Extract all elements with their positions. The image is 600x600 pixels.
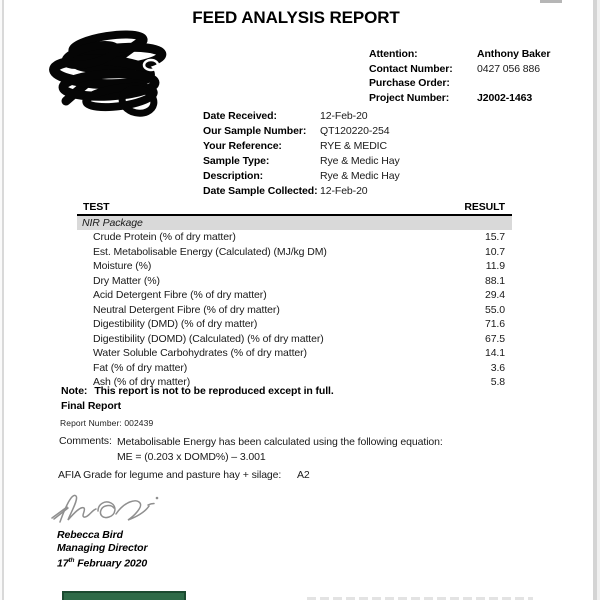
afia-grade-value: A2 bbox=[297, 469, 310, 481]
table-row: Crude Protein (% of dry matter) 15.7 bbox=[93, 231, 505, 243]
sample-type-label: Sample Type: bbox=[203, 155, 270, 167]
project-number-value: J2002-1463 bbox=[477, 92, 533, 105]
attention-label: Attention: bbox=[369, 48, 418, 60]
table-row: Digestibility (DMD) (% of dry matter) 71.6 bbox=[93, 318, 505, 330]
date-received-label: Date Received: bbox=[203, 110, 277, 122]
table-row: Neutral Detergent Fibre (% of dry matter) 55.0 bbox=[93, 303, 505, 316]
signatory-block bbox=[57, 529, 147, 570]
comments-label: Comments: bbox=[59, 435, 112, 447]
purchase-order-label: Purchase Order: bbox=[369, 77, 450, 90]
our-sample-number-label: Our Sample Number: bbox=[203, 125, 307, 137]
contact-number-value: 0427 056 886 bbox=[477, 62, 541, 75]
signatory-title: Managing Director bbox=[57, 541, 148, 554]
page-title: FEED ANALYSIS REPORT bbox=[192, 8, 400, 27]
signature-icon bbox=[48, 484, 163, 529]
contact-number-label: Contact Number: bbox=[369, 62, 453, 75]
table-row: Dry Matter (%) 88.1 bbox=[93, 274, 505, 287]
date-sample-collected-value: 12-Feb-20 bbox=[320, 185, 368, 197]
table-row: Est. Metabolisable Energy (Calculated) (MJ/kg DM) 10.7 bbox=[93, 245, 505, 258]
note-text: This report is not to be reproduced except in full. bbox=[94, 385, 334, 397]
page-edge-left bbox=[0, 0, 4, 600]
your-reference-value: RYE & MEDIC bbox=[320, 140, 387, 152]
purchase-order-value bbox=[477, 76, 550, 91]
table-row: Moisture (%) 11.9 bbox=[93, 260, 505, 272]
me-equation: ME = (0.203 x DOMD%) – 3.001 bbox=[117, 450, 266, 463]
description-value: Rye & Medic Hay bbox=[320, 170, 400, 182]
sample-info-block bbox=[203, 109, 400, 199]
afia-grade-row bbox=[58, 469, 378, 481]
table-row: Water Soluble Carbohydrates (% of dry matter) 14.1 bbox=[93, 347, 505, 359]
table-row: Ash (% of dry matter) 5.8 bbox=[93, 376, 505, 388]
your-reference-label: Your Reference: bbox=[203, 140, 282, 152]
result-column-header: RESULT bbox=[464, 201, 505, 213]
client-info-block bbox=[369, 47, 550, 106]
reproduction-note bbox=[61, 385, 334, 397]
date-received-value: 12-Feb-20 bbox=[320, 110, 368, 122]
table-row: Fat (% of dry matter) 3.6 bbox=[93, 361, 505, 374]
comments-line-1: Metabolisable Energy has been calculated using the following equation: bbox=[117, 436, 443, 448]
table-row: Digestibility (DOMD) (Calculated) (% of dry matter) 67.5 bbox=[93, 332, 505, 345]
table-row: Acid Detergent Fibre (% of dry matter) 29.4 bbox=[93, 289, 505, 301]
date-sample-collected-label: Date Sample Collected: bbox=[203, 185, 318, 197]
signatory-name: Rebecca Bird bbox=[57, 529, 123, 541]
results-table bbox=[77, 200, 512, 390]
afia-grade-label: AFIA Grade for legume and pasture hay + silage: bbox=[58, 469, 282, 481]
report-number: Report Number: 002439 bbox=[60, 418, 154, 428]
footer-logo-bar bbox=[62, 591, 186, 600]
comments-block bbox=[59, 435, 443, 464]
sample-type-value: Rye & Medic Hay bbox=[320, 155, 400, 167]
page-edge-right bbox=[593, 0, 600, 600]
project-number-label: Project Number: bbox=[369, 92, 450, 105]
attention-value: Anthony Baker bbox=[477, 48, 551, 60]
redacted-logo-icon bbox=[46, 27, 178, 119]
nir-package-group-row: NIR Package bbox=[77, 216, 512, 230]
signature-date: 17th February 2020 bbox=[57, 556, 148, 570]
top-edge-artifact bbox=[540, 0, 562, 3]
results-table-header bbox=[77, 200, 512, 216]
note-label: Note: bbox=[61, 385, 88, 397]
test-column-header: TEST bbox=[83, 201, 110, 213]
description-label: Description: bbox=[203, 170, 264, 182]
our-sample-number-value: QT120220-254 bbox=[320, 125, 390, 137]
final-report-label: Final Report bbox=[61, 400, 122, 412]
